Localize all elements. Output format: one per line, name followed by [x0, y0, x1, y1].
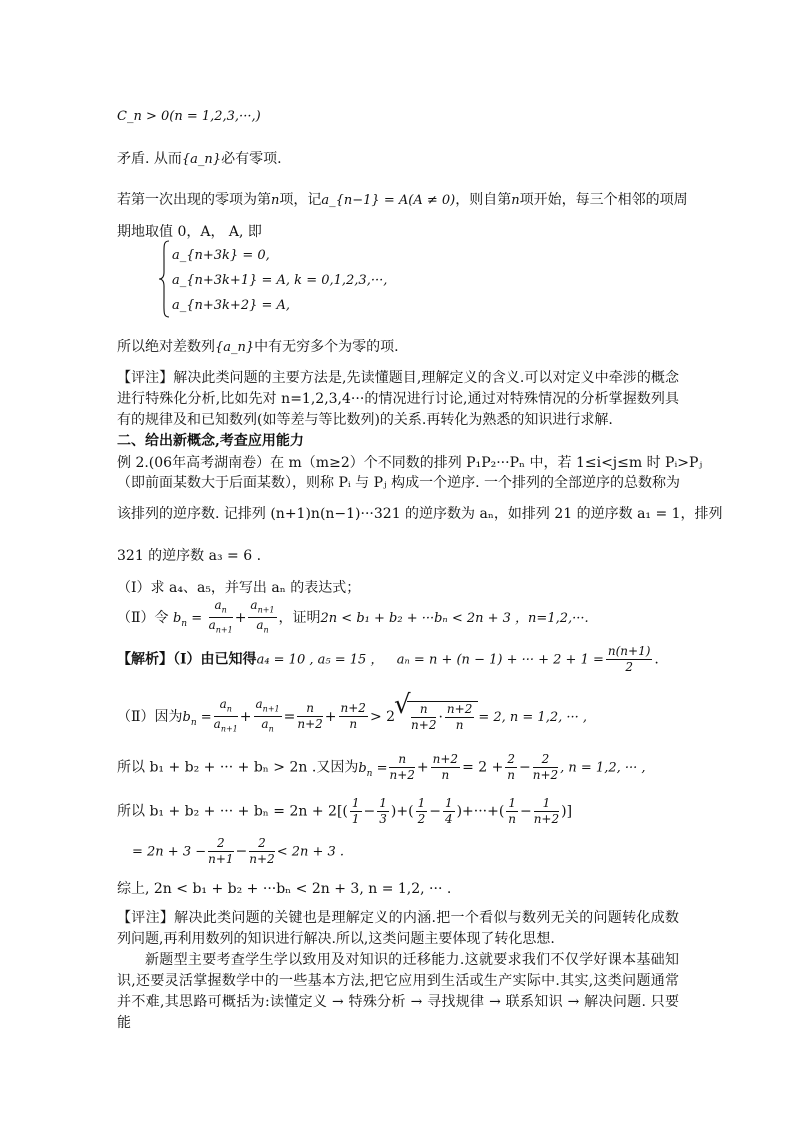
math-n: n	[511, 193, 520, 208]
text-line-period: 期地取值 0，A， A, 即	[117, 224, 262, 240]
question-2: （Ⅱ）令 $b_n$ = $\frac{a_n}{a_{n+1}}$ + $\frac{a_{n+1}}{a_n}$ ，证明2n < b₁ + b₂ + ···bₙ < 2n + 3 ，n=1,2,···.	[117, 598, 589, 638]
text: )]	[561, 803, 573, 820]
text-line-contradiction	[117, 150, 282, 169]
example-2-line-4: 321 的逆序数 a₃ = 6 .	[117, 548, 262, 564]
sqrt: √ $\frac{n}{n+2}$ · $\frac{n+2}{n}$	[407, 701, 478, 733]
text: 若第一次出现的零项为第	[117, 192, 271, 208]
fraction: $\frac{2}{n+2}$	[532, 752, 559, 782]
example-2-line-3: 该排列的逆序数. 记排列 (n+1)n(n−1)···321 的逆序数为 aₙ，如排列 21 的逆序数 a₁ = 1，排列	[117, 506, 723, 522]
section-heading-2: 二、给出新概念,考查应用能力	[117, 433, 304, 449]
text: 必有零项.	[221, 151, 282, 167]
math-inequality: 2n < b₁ + b₂ + ···bₙ < 2n + 3 ，n=1,2,···.	[320, 610, 589, 626]
text: 所以绝对差数列	[117, 339, 215, 355]
fraction: $\frac{a_n}{a_{n+1}}$	[208, 598, 233, 635]
fraction: $\frac{n}{n+2}$	[389, 752, 415, 782]
text-line-first-zero	[117, 191, 688, 210]
math-result: , n = 1,2, ··· ,	[560, 760, 646, 776]
fraction: $\frac{2}{n}$	[507, 752, 516, 782]
question-1: （Ⅰ）求 a₄、a₅，并写出 aₙ 的表达式；	[117, 580, 361, 596]
fraction: $\frac{n+2}{n}$	[432, 752, 459, 782]
text: 项开始，每三个相邻的项周	[519, 192, 688, 208]
fraction: $\frac{a_n}{a_{n+1}}$	[213, 697, 238, 734]
math-text: = 2n + 3 −	[132, 844, 207, 860]
fraction: $\frac{a_{n+1}}{a_n}$	[255, 697, 280, 734]
text: 所以 b₁ + b₂ + ··· + bₙ > 2n .又因为	[117, 759, 359, 776]
text: 【解析】（Ⅰ）由已知得	[117, 651, 257, 668]
solution-part-5: = 2n + 3 − $\frac{2}{n+1}$ − $\frac{2}{n+2}$ < 2n + 3 .	[132, 836, 345, 866]
math-set: {a_n}	[215, 340, 255, 355]
math-result: = 2, n = 1,2, ··· ,	[478, 709, 588, 725]
math-line-cn: C_n > 0(n = 1,2,3,···,)	[117, 109, 261, 124]
fraction: $\frac{n}{n+2}$	[297, 701, 323, 732]
solution-conclusion: 综上, 2n < b₁ + b₂ + ···bₙ < 2n + 3, n = 1,2, ··· .	[117, 881, 452, 897]
system-row-2: a_{n+3k+1} = A, k = 0,1,2,3,···,	[172, 273, 388, 288]
system-row-1: a_{n+3k} = 0,	[172, 248, 270, 263]
text-line-infinite-zero	[117, 338, 399, 357]
text: 项，记	[279, 192, 322, 208]
left-brace-icon	[158, 240, 170, 318]
text: ，证明	[278, 609, 321, 626]
example-2-line-2: （即前面某数大于后面某数），则称 Pᵢ 与 Pⱼ 构成一个逆序. 一个排列的全部逆序的总数称为	[117, 475, 681, 491]
text: 中有无穷多个为零的项.	[254, 339, 399, 355]
closing-paragraph: 新题型主要考查学生学以致用及对知识的迁移能力.这就要求我们不仅学好课本基础知识,还要灵活掌握数学中的一些基本方法,把它应用到生活或生产实际中.其实,这类问题通常并不难,其思路可概括为:读懂定义 → 特殊分析 → 寻找规律 → 联系知识 → 解决问题. 只要能	[117, 952, 679, 1031]
solution-part-1: 【解析】（Ⅰ）由已知得a₄ = 10 , a₅ = 15 ， aₙ = n + (n − 1) + ··· + 2 + 1 = $\frac{n(n+1)}{2}$ .	[117, 644, 659, 674]
comment-paragraph-1: 【评注】解决此类问题的主要方法是,先读懂题目,理解定义的含义.可以对定义中牵涉的概念进行特殊化分析,比如先对 n=1,2,3,4···的情况进行讨论,通过对特殊情况的分析掌握数列具有的规律及和已知数列(如等差与等比数列)的关系.再转化为熟悉的知识进行求解.	[117, 370, 679, 428]
fraction: $\frac{n+2}{n}$	[340, 701, 366, 732]
text: 矛盾. 从而	[117, 151, 182, 167]
text: （Ⅱ）令	[117, 609, 169, 626]
math-set: {a_n}	[181, 152, 222, 167]
fraction: $\frac{a_{n+1}}{a_n}$	[250, 598, 275, 635]
solution-part-4: 所以 b₁ + b₂ + ··· + bₙ = 2n + 2[( $\frac{1}{1}$ − $\frac{1}{3}$ )+( $\frac{1}{2}$ − $\frac{1}{4}$ )+···+( $\frac{1}{n}$ − $\frac{1}{n+2}$ )]	[117, 796, 573, 826]
solution-part-3: 所以 b₁ + b₂ + ··· + bₙ > 2n .又因为$b_n$ = $\frac{n}{n+2}$ + $\frac{n+2}{n}$ = 2 + $\frac{2}{n}$ − $\frac{2}{n+2}$ , n = 1,2, ··· ,	[117, 752, 646, 782]
math-values: a₄ = 10 , a₅ = 15 ，	[256, 652, 384, 668]
text: ，则自第	[455, 192, 512, 208]
solution-part-2: （Ⅱ）因为$b_n$ = $\frac{a_n}{a_{n+1}}$ + $\frac{a_{n+1}}{a_n}$ = $\frac{n}{n+2}$ + $\frac{n+2}{n}$ > 2 √ $\frac{n}{n+2}$ · $\frac{n+2}{n}$ = 2, n = 1,2, ··· ,	[117, 697, 587, 737]
math-n: n	[271, 193, 280, 208]
math-text: < 2n + 3 .	[276, 844, 345, 860]
math-expr: a_{n−1} = A(A ≠ 0)	[321, 193, 456, 208]
fraction: $\frac{n(n+1)}{2}$	[607, 644, 651, 674]
example-2-line-1: 例 2.(06年高考湖南卷）在 m（m≥2）个不同数的排列 P₁P₂···Pₙ 中，若 1≤i<j≤m 时 Pᵢ>Pⱼ	[117, 455, 703, 471]
math-formula: aₙ = n + (n − 1) + ··· + 2 + 1 =	[396, 652, 604, 668]
text: 所以 b₁ + b₂ + ··· + bₙ = 2n + 2[(	[117, 803, 348, 820]
system-row-3: a_{n+3k+2} = A,	[172, 298, 291, 313]
comment-paragraph-2: 【评注】解决此类问题的关键也是理解定义的内涵.把一个看似与数列无关的问题转化成数列问题,再利用数列的知识进行解决.所以,这类问题主要体现了转化思想.	[117, 910, 679, 947]
text: （Ⅱ）因为	[117, 708, 183, 725]
